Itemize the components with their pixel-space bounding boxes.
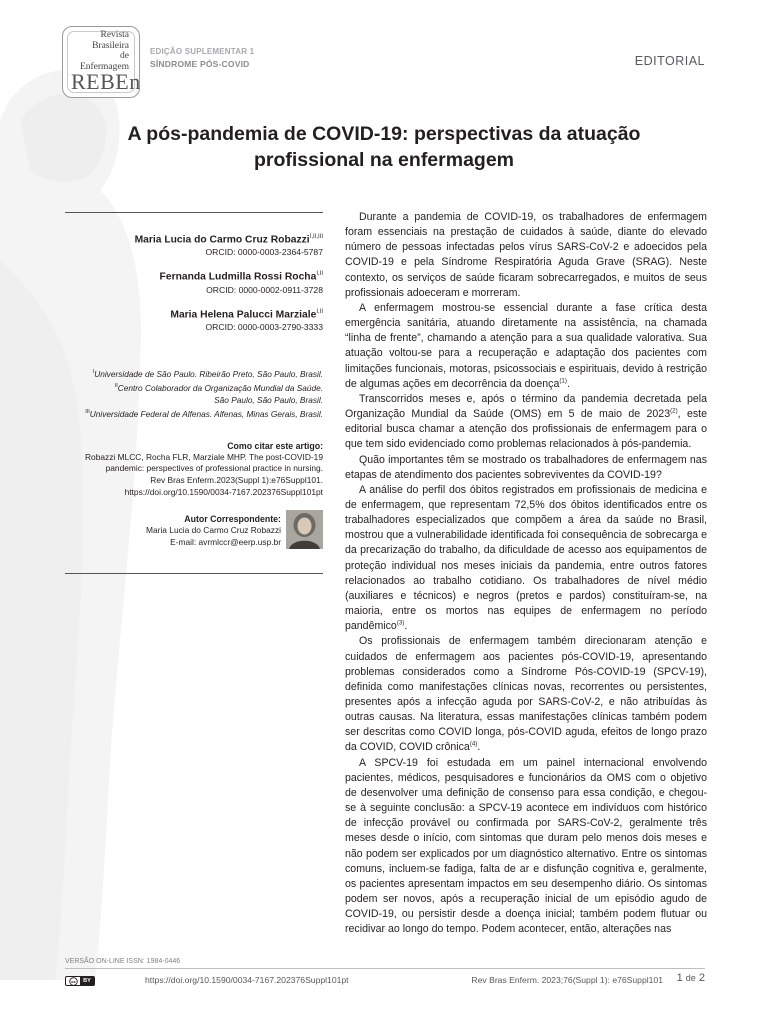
- article-title: A pós-pandemia de COVID-19: perspectivas da atuação profissional na enfermagem: [127, 123, 641, 171]
- citation-block: [65, 440, 323, 499]
- body-paragraph: Quão importantes têm se mostrado os trabalhadores de enfermagem nas etapas de atendimento dos pacientes sobreviventes da COVID-19?: [345, 453, 707, 481]
- body-paragraph: A análise do perfil dos óbitos registrados em profissionais de medicina e de enfermagem, que representam 72,5% dos óbitos identificados entre os trabalhadores especializados que compõem a área da saúde no Brasil, mostrou que a vulnerabilidade identificada foi consequência de sobrecarga e da precarização do trabalho, da dificuldade de acesso aos equipamentos de proteção individual nos meses iniciais da pandemia, entre outros fatores relacionados ao trabalho cotidiano. Os trabalhadores de nível médio (auxiliares e técnicos) e negros (pretos e pardos) constituíram-se, na maioria, entre os mortos nas equipes de enfermagem no período pandêmico$^{(3)}$.: [345, 483, 707, 633]
- author-block: [65, 268, 323, 295]
- cc-license-badge[interactable]: [65, 976, 95, 986]
- affiliation-mark: II: [114, 383, 118, 390]
- orcid-link[interactable]: ORCID: 0000-0003-2364-5787: [205, 247, 323, 258]
- correspondence-email[interactable]: E-mail: avrmlccr@eerp.usp.br: [170, 536, 281, 547]
- citation-line: pandemic: perspectives of professional practice in nursing.: [105, 463, 323, 474]
- author-affiliation-marks: I,II: [316, 308, 323, 315]
- footer-doi-link[interactable]: https://doi.org/10.1590/0034-7167.202376Suppl101pt: [145, 975, 349, 985]
- page-current: 1: [676, 972, 683, 984]
- correspondence-name: Maria Lucia do Carmo Cruz Robazzi: [146, 525, 281, 535]
- page-total: 2: [698, 972, 705, 984]
- citation-line: Robazzi MLCC, Rocha FLR, Marziale MHP. The post-COVID-19: [85, 451, 323, 462]
- logo-brand: REBEn: [71, 69, 141, 94]
- correspondence-block: [146, 513, 281, 549]
- correspondence-heading: Autor Correspondente:: [184, 514, 281, 524]
- affiliation: Universidade de São Paulo. Ribeirão Preto, São Paulo, Brasil.: [94, 369, 323, 380]
- author-name: Maria Helena Palucci Marziale: [170, 309, 317, 321]
- reference-mark[interactable]: (1): [559, 377, 567, 385]
- body-paragraph: Os profissionais de enfermagem também direcionaram atenção e cuidados de enfermagem aos pacientes pós-COVID-19, apresentando problemas considerados como a Síndrome Pós-COVID-19 (SPCV-19), definida como manifestações clínicas novas, recorrentes ou persistentes, presentes após a infecção aguda por SARS-CoV-2, e não atribuídas às outras causas. Na literatura, essas manifestações clínicas também podem ser descritas como COVID longa, pós-COVID aguda, efeitos de longo prazo da COVID, COVID crônica$^{(4)}$.: [345, 635, 707, 754]
- affiliation: São Paulo, São Paulo, Brasil.: [214, 394, 323, 405]
- footer-divider: [65, 968, 705, 969]
- reference-mark[interactable]: (3): [396, 619, 405, 627]
- logo-line-2: Brasileira: [92, 40, 129, 51]
- logo-line-1: Revista: [100, 30, 129, 40]
- supplement-topic: SÍNDROME PÓS-COVID: [150, 59, 250, 69]
- logo-line-3: de Enfermagem: [79, 51, 129, 72]
- issn-label: VERSÃO ON-LINE ISSN: 1984-0446: [65, 958, 181, 965]
- reference-mark[interactable]: (4): [469, 740, 478, 748]
- body-paragraph: Transcorridos meses e, após o término da pandemia decretada pela Organização Mundial da Saúde (OMS) em 5 de maio de 2023$^{(2)}$, este editorial busca chamar a atenção dos profissionais de enfermagem para o que tem sido evidenciado como problemas relacionados à pós-pandemia.: [345, 392, 708, 451]
- citation-line: Rev Bras Enferm.2023(Suppl 1):e76Suppl101.: [150, 475, 323, 486]
- author-block: [65, 306, 323, 333]
- body-paragraph: A SPCV-19 foi estudada em um painel internacional envolvendo pacientes, médicos, pesquisadores e funcionários da OMS com o objetivo de desenvolver uma definição de consenso para essa condição, e chegou-se à seguinte conclusão: a SPCV-19 acontece em indivíduos com histórico de infecção provável ou confirmada por SARS-CoV-2, geralmente três meses desde o início, com sintomas que duram pelo menos dois meses e não podem ser explicados por um diagnóstico alternativo. Entre os sintomas comuns, incluem-se fadiga, falta de ar e disfunção cognitiva e, geralmente, os pacientes apresentam impactos em seu desempenho diário. Os sintomas podem ser novos, após a recuperação inicial de um episódio agudo de COVID-19, ou persistir desde a doença inicial; também podem flutuar ou recidivar ao longo do tempo. Podem acontecer, então, alterações nas: [345, 756, 707, 936]
- orcid-link[interactable]: ORCID: 0000-0002-0911-3728: [206, 284, 323, 295]
- affiliation: Centro Colaborador da Organização Mundial da Saúde.: [117, 382, 323, 393]
- citation-doi-link[interactable]: https://doi.org/10.1590/0034-7167.202376Suppl101pt: [124, 486, 323, 497]
- body-paragraph: A enfermagem mostrou-se essencial durante a fase crítica desta emergência sanitária, atuando diretamente na assistência, na chamada “linha de frente”, chamando a atenção para a sua qualidade valorativa. Sua atuação voltou-se para a recuperação e adaptação dos pacientes com limitações funcionais, motoras, psicossociais e espirituais, devido à restrição de algumas ações em decorrência da doença$^{(1)}$.: [345, 301, 707, 390]
- journal-logo: [62, 26, 140, 98]
- author-affiliation-marks: I,II,III: [309, 234, 323, 240]
- affiliation-mark: III: [85, 408, 90, 415]
- author-photo: [286, 510, 323, 549]
- license-type: BY: [80, 977, 94, 985]
- section-label: EDITORIAL: [634, 54, 705, 68]
- affiliation: Universidade Federal de Alfenas. Alfenas, Minas Gerais, Brasil.: [89, 408, 323, 419]
- author-name: Maria Lucia do Carmo Cruz Robazzi: [134, 234, 310, 246]
- author-affiliation-marks: I,II: [316, 271, 323, 278]
- supplement-edition: EDIÇÃO SUPLEMENTAR 1: [150, 47, 255, 56]
- page-of: de: [685, 973, 696, 983]
- orcid-link[interactable]: ORCID: 0000-0003-2790-3333: [205, 322, 323, 333]
- affiliations: [65, 366, 323, 419]
- body-paragraph: Durante a pandemia de COVID-19, os trabalhadores de enfermagem foram essenciais na prestação de cuidados à saúde, diante do elevado número de pessoas infectadas pelos vírus SARS-CoV-2 e adoecidos pela COVID-19 e pela Síndrome Respiratória Aguda Grave (SRAG). Neste contexto, os serviços de saúde ficaram sobrecarregados, e muitos de seus profissionais adoeceram e morreram.: [345, 211, 707, 299]
- author-block: [65, 231, 323, 258]
- cc-icon: [66, 977, 80, 985]
- svg-text:cc: cc: [70, 978, 76, 984]
- author-name: Fernanda Ludmilla Rossi Rocha: [159, 271, 317, 283]
- page-number: [677, 972, 705, 984]
- citation-heading: Como citar este artigo:: [227, 440, 323, 451]
- article-sidebar: [65, 212, 323, 574]
- journal-reference: Rev Bras Enferm. 2023;76(Suppl 1): e76Suppl101: [471, 975, 663, 985]
- reference-mark[interactable]: (2): [670, 407, 678, 415]
- affiliation-mark: I: [92, 369, 95, 376]
- person-photo-icon: [286, 510, 323, 549]
- article-body: [345, 210, 707, 938]
